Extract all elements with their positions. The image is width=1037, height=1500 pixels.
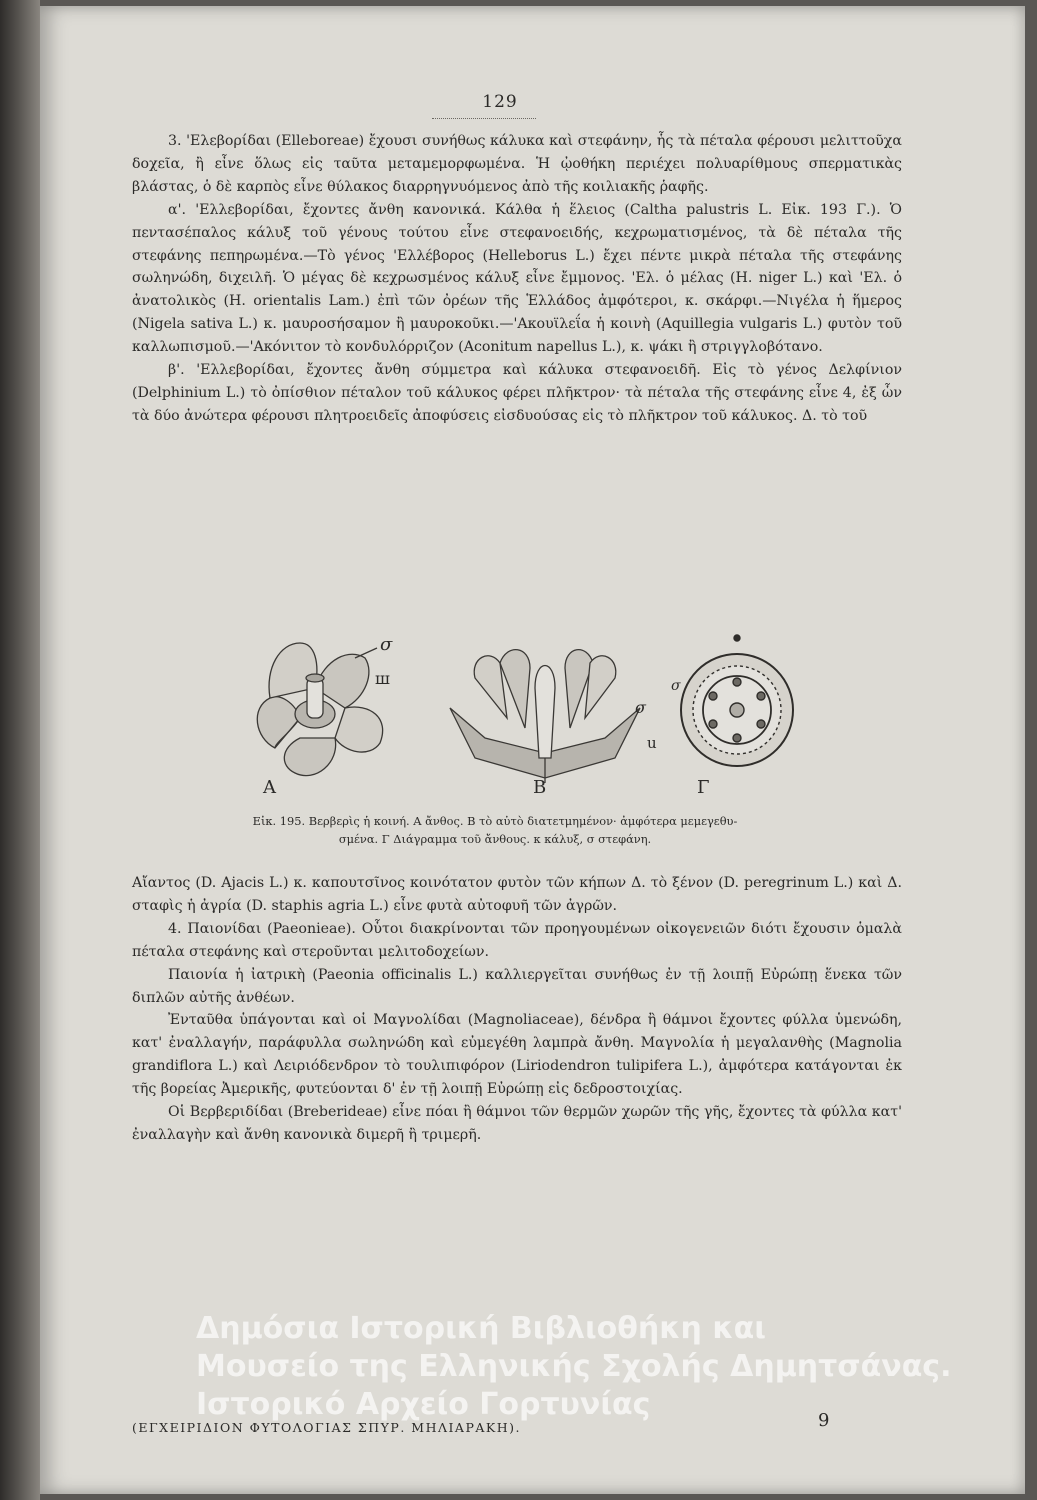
book-page [40, 6, 1025, 1494]
paragraph-beta: β'. 'Ελλεβορίδαι, ἔχοντες ἄνθη σύμμετρα καὶ κάλυκα στεφανοειδῆ. Εἰς τὸ γένος Δελφίνιον (Delphinium L.) τὸ ὀπίσθιον πέταλον τοῦ κάλυκος φέρει πλῆκτρον· τὰ πέταλα τῆς στεφάνης εἶνε 4, ἐξ ὧν τὰ δύο ἀνώτερα φέρουσι πλητροειδεῖς ἀποφύσεις εἰσδυούσας εἰς τὸ πλῆκτρον τοῦ κάλυκος. Δ. τὸ τοῦ [132, 362, 902, 424]
flower-illustration-a [257, 643, 382, 776]
paragraph-delphinium-cont: Αἴαντος (D. Ajacis L.) κ. καπουτσῖνος κοινότατον φυτὸν τῶν κήπων Δ. τὸ ξένον (D. peregrinum L.) καὶ Δ. σταφὶς ἡ ἀγρία (D. staphis agria L.) εἶνε φυτὰ αὐτοφυῆ τῶν ἀγρῶν. [132, 875, 902, 914]
figure-caption [170, 812, 820, 848]
page-number: 129 [482, 92, 518, 112]
body-text-bottom [132, 872, 902, 1147]
figure-berberis [245, 618, 805, 798]
flower-illustration-b [450, 650, 640, 783]
figure-caption-line-2: σμένα. Γ Διάγραμμα τοῦ ἄνθους. κ κάλυξ, σ στεφάνη. [338, 832, 652, 846]
figure-label-c: Γ [697, 777, 710, 798]
figure-caption-line-1: Εἰκ. 195. Βερβερὶς ἡ κοινή. Α ἄνθος. Β τὸ αὐτὸ διατετμημένον· ἀμφότερα μεμεγεθυ- [252, 814, 738, 828]
watermark-line-3: Ιστορικό Αρχείο Γορτυνίας [196, 1387, 651, 1422]
paragraph-paeonieae: 4. Παιονίδαι (Paeonieae). Οὗτοι διακρίνονται τῶν προηγουμένων οἰκογενειῶν διότι ἔχουσιν ὁμαλὰ πέταλα στεφάνης καὶ στεροῦνται μελιτοδοχείων. [132, 920, 902, 960]
figure-label-w: ш [375, 669, 390, 688]
watermark-line-2: Μουσείο της Ελληνικής Σχολής Δημητσάνας. [196, 1349, 952, 1384]
floral-diagram-c [681, 635, 793, 766]
paragraph-magnoliaceae: Ἐνταῦθα ὑπάγονται καὶ οἱ Μαγνολίδαι (Magnoliaceae), δένδρα ἢ θάμνοι ἔχοντες φύλλα ὑμενώδη, κατ' ἐναλλαγήν, παράφυλλα σωληνώδη καὶ εὐμεγέθη λαμπρὰ ἄνθη. Μαγνολία ἡ μεγαλανθὴς (Magnolia grandiflora L.) καὶ Λειριόδενδρον τὸ τουλιπιφόρον (Liriodendron tulipifera L.), ἀμφότερα κατάγονται ἐκ τῆς βορείας Ἀμερικῆς, φυτεύονται δ' ἐν τῇ λοιπῇ Εὐρώπῃ εἰς δεδροστοιχίας. [132, 1012, 902, 1098]
figure-label-a: Α [263, 777, 276, 798]
library-watermark [196, 1310, 976, 1424]
paragraph-paeonia: Παιονία ἡ ἰατρικὴ (Paeonia officinalis L.) καλλιεργεῖται συνήθως ἐν τῇ λοιπῇ Εὐρώπῃ ἕνεκα τῶν διπλῶν αὐτῆς ἀνθέων. [132, 966, 902, 1006]
footer-book-title: (ΕΓΧΕΙΡΙΔΙΟΝ ΦΥΤΟΛΟΓΙΑΣ ΣΠΥΡ. ΜΗΛΙΑΡΑΚΗ). [132, 1420, 521, 1435]
paragraph-berberideae: Οἱ Βερβεριδίδαι (Breberideae) εἶνε πόαι ἢ θάμνοι τῶν θερμῶν χωρῶν τῆς γῆς, ἔχοντες τὰ φύλλα κατ' ἐναλλαγὴν καὶ ἄνθη κανονικὰ διμερῆ ἢ τριμερῆ. [132, 1104, 902, 1143]
paragraph-alpha: α'. 'Ελλεβορίδαι, ἔχοντες ἄνθη κανονικά. Κάλθα ἡ ἕλειος (Caltha palustris L. Εἰκ. 193 Γ.). Ὁ πεντασέπαλος κάλυξ τοῦ γένους τούτου εἶνε στεφανοειδής, κεχρωματισμένος, τὰ δὲ πέταλα τῆς στεφάνης πεπηρωμένα.—Τὸ γένος 'Ελλέβορος (Helleborus L.) ἔχει πέντε μικρὰ πέταλα τῆς στεφάνης σωληνώδη, διχειλῆ. Ὁ μέγας δὲ κεχρωσμένος κάλυξ εἶνε ἔμμονος. 'Ελ. ὁ μέλας (H. niger L.) καὶ 'Ελ. ὁ ἀνατολικὸς (H. orientalis Lam.) ἐπὶ τῶν ὀρέων τῆς Ἑλλάδος ἀμφότεροι, κ. σκάρφι.—Νιγέλα ἡ ἥμερος (Nigela sativa L.) κ. μαυροσήσαμον ἢ μαυροκοῦκι.—'Ακουϊλεΐα ἡ κοινὴ (Aquillegia vulgaris L.) φυτὸν τοῦ καλλωπισμοῦ.—'Ακόνιτον τὸ κονδυλόρριζον (Aconitum napellus L.), κ. ψάκι ἢ στριγγλοβότανο. [132, 201, 902, 356]
page-number-rule [432, 118, 536, 119]
body-text-top [132, 130, 902, 428]
watermark-line-1: Δημόσια Ιστορική Βιβλιοθήκη και [196, 1311, 766, 1346]
signature-mark: 9 [818, 1410, 830, 1431]
figure-label-sigma-a: σ [380, 634, 393, 655]
figure-label-sigma-b: σ [635, 698, 646, 717]
figure-label-u: u [647, 734, 657, 752]
book-spine [0, 0, 40, 1500]
figure-label-b: Β [533, 777, 547, 798]
figure-label-sigma-c: σ [671, 678, 681, 694]
paragraph-elleboreae: 3. 'Ελεβορίδαι (Elleboreae) ἔχουσι συνήθως κάλυκα καὶ στεφάνην, ἧς τὰ πέταλα φέρουσι μελιττοῦχα δοχεῖα, ἢ εἶνε ὅλως εἰς ταῦτα μεταμεμορφωμένα. Ἡ ᾠοθήκη περιέχει πολυαρίθμους σπερματικὰς βλάστας, ὁ δὲ καρπὸς εἶνε θύλακος διαρρηγνυόμενος ἀπὸ τῆς κοιλιακῆς ῥαφῆς. [132, 133, 902, 195]
